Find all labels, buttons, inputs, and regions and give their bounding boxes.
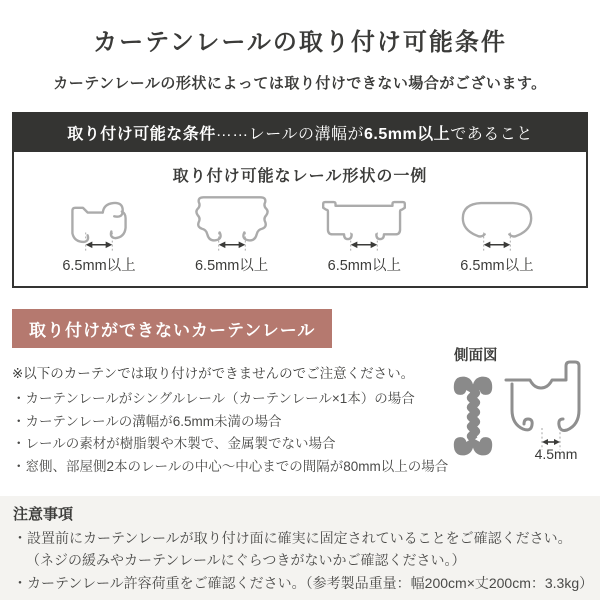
not-installable-banner: 取り付けができないカーテンレール — [12, 309, 332, 348]
rail-c-channel-curl-icon — [43, 190, 155, 254]
condition-post-text: であること — [450, 125, 533, 143]
notice-line: ・カーテンレール許容荷重をご確認ください。（参考製品重量：幅200cm×丈200cm：3.3kg） — [13, 574, 594, 591]
condition-pre-text: レールの溝幅が — [248, 125, 364, 143]
page-subtitle: カーテンレールの形状によっては取り付けできない場合がございます。 — [53, 75, 547, 92]
restriction-bullet-list — [12, 388, 448, 478]
rail-cross-section-3 — [307, 190, 421, 275]
rail-gap-label: 6.5mm以上 — [460, 258, 534, 274]
rail-gap-dimension: 4.5mm — [534, 446, 578, 462]
side-view-title: 側面図 — [454, 348, 498, 364]
notice-line: ・設置前にカーテンレールが取り付け面に確実に固定されていることをご確認ください。 — [13, 530, 572, 546]
rail-examples-row — [14, 186, 586, 275]
notices-list — [13, 527, 593, 594]
rail-cross-section-1 — [42, 190, 156, 275]
condition-label: 取り付け可能な条件 — [67, 125, 216, 143]
rail-side-profile-icon — [502, 358, 596, 458]
notices-heading: 注意事項 — [13, 506, 74, 523]
installable-condition-banner — [12, 112, 588, 152]
notices-section — [0, 496, 600, 600]
restriction-item: ・カーテンレールがシングルレール（カーテンレール×1本）の場合 — [12, 391, 415, 406]
condition-highlight: 6.5mm以上 — [363, 125, 451, 143]
rail-examples-heading: 取り付け可能なレール形状の一例 — [172, 168, 428, 185]
side-view-diagram — [440, 342, 598, 482]
curtain-runner-icon — [448, 368, 498, 464]
restriction-item: ・レールの素材が樹脂製や木製で、金属製でない場合 — [12, 436, 336, 452]
rail-capsule-icon — [441, 190, 553, 254]
rail-cross-section-4 — [440, 190, 554, 275]
condition-dots: …… — [215, 123, 249, 140]
rail-gap-label: 6.5mm以上 — [194, 258, 269, 274]
rail-gap-label: 6.5mm以上 — [327, 258, 401, 274]
rail-cross-section-2 — [175, 190, 289, 275]
rail-examples-box — [12, 152, 588, 288]
restriction-item: ・カーテンレールの溝幅が6.5mm未満の場合 — [12, 413, 282, 429]
page-title: カーテンレールの取り付け可能条件 — [93, 29, 507, 56]
rail-hat-channel-icon — [308, 190, 420, 254]
rail-gap-label: 6.5mm以上 — [62, 258, 136, 274]
caution-note: ※以下のカーテンでは取り付けができませんのでご注意ください。 — [12, 366, 415, 381]
notice-line-continuation: （ネジの緩みやカーテンレールにぐらつきがないかご確認ください。） — [26, 552, 466, 569]
restriction-item: ・窓側、部屋側2本のレールの中心〜中心までの間隔が80mm以上の場合 — [12, 458, 449, 474]
rail-wavy-channel-icon — [176, 190, 288, 254]
